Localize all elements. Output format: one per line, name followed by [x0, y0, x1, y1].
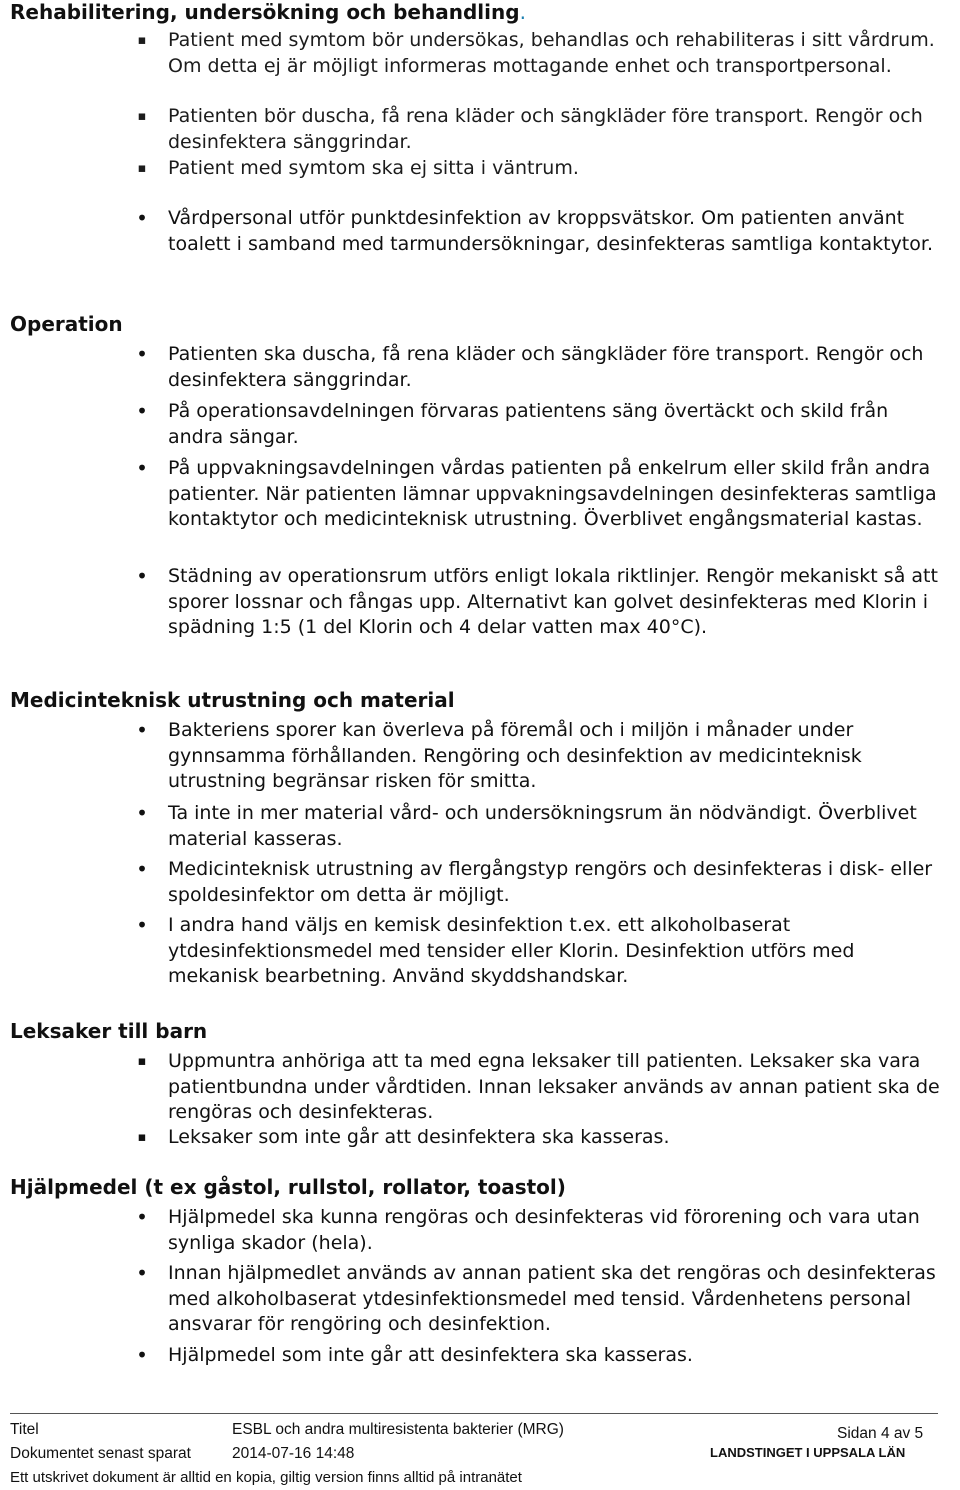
list-item-text: Vårdpersonal utför punktdesinfektion av kroppsvätskor. Om patienten använt toalett i samband med tarmundersökningar, desinfekteras samtliga kontaktytor.: [168, 207, 933, 255]
list-item-text: På uppvakningsavdelningen vårdas patienten på enkelrum eller skild från andra patienter. När patienten lämnar uppvakningsavdelningen desinfekteras samtliga kontaktytor och medicinteknisk utrustning. Överblivet engångsmaterial kastas.: [168, 457, 937, 531]
footer-title-value: ESBL och andra multiresistenta bakterier (MRG): [232, 1421, 564, 1438]
list-item-text: Patient med symtom ska ej sitta i väntrum.: [168, 157, 579, 179]
square-bullet-icon: ▪: [137, 33, 147, 48]
list-item-text: Hjälpmedel som inte går att desinfektera ska kasseras.: [168, 1344, 693, 1366]
list-item: [136, 399, 948, 450]
list-item: [136, 456, 948, 533]
list-item: [136, 206, 948, 257]
list-item-text: Städning av operationsrum utförs enligt lokala riktlinjer. Rengör mekaniskt så att sporer lossnar och fångas upp. Alternativt kan golvet desinfekteras med Klorin i spädning 1:5 (1 del Klorin och 4 delar vatten max 40°C).: [168, 565, 938, 639]
list-item: [137, 1125, 948, 1151]
dot-bullet-icon: •: [136, 564, 148, 588]
list-item-text: I andra hand väljs en kemisk desinfektion t.ex. ett alkoholbaserat ytdesinfektionsmedel med tensider eller Klorin. Desinfektion utförs med mekanisk bearbetning. Använd skyddshandskar.: [168, 914, 855, 988]
list-item-text: Patient med symtom bör undersökas, behandlas och rehabiliteras i sitt vårdrum. Om detta ej är möjligt informeras mottagande enhet och transportpersonal.: [168, 29, 935, 77]
footer-title-label: Titel: [10, 1421, 39, 1438]
heading-medicinteknisk: Medicinteknisk utrustning och material: [10, 688, 455, 712]
list-item: [136, 1205, 948, 1256]
square-bullet-icon: ▪: [137, 1130, 147, 1145]
dot-bullet-icon: •: [136, 857, 148, 881]
heading-period: .: [519, 0, 526, 24]
footer-page-number: Sidan 4 av 5: [837, 1425, 924, 1442]
list-item-text: Patienten bör duscha, få rena kläder och sängkläder före transport. Rengör och desinfektera sänggrindar.: [168, 105, 923, 153]
list-item: [137, 156, 948, 182]
list-item: [136, 1261, 948, 1338]
heading-rehabilitering: [10, 0, 526, 24]
list-item: [137, 104, 948, 155]
dot-bullet-icon: •: [136, 206, 148, 230]
heading-hjalpmedel: Hjälpmedel (t ex gåstol, rullstol, rollator, toastol): [10, 1175, 566, 1199]
square-bullet-icon: ▪: [137, 161, 147, 176]
heading-leksaker: Leksaker till barn: [10, 1019, 208, 1043]
list-item-text: Uppmuntra anhöriga att ta med egna leksaker till patienten. Leksaker ska vara patientbundna under vårdtiden. Innan leksaker används av annan patient ska de rengöras och desinfekteras.: [168, 1050, 940, 1124]
footer-saved-value: 2014-07-16 14:48: [232, 1445, 355, 1462]
dot-bullet-icon: •: [136, 456, 148, 480]
dot-bullet-icon: •: [136, 1261, 148, 1285]
footer-saved-label: Dokumentet senast sparat: [10, 1445, 191, 1462]
list-item: [137, 1049, 948, 1126]
page-footer: [10, 1413, 938, 1490]
dot-bullet-icon: •: [136, 718, 148, 742]
dot-bullet-icon: •: [136, 1205, 148, 1229]
square-bullet-icon: ▪: [137, 109, 147, 124]
list-item: [136, 1343, 948, 1369]
list-item-text: Leksaker som inte går att desinfektera ska kasseras.: [168, 1126, 670, 1148]
list-item-text: På operationsavdelningen förvaras patientens säng övertäckt och skild från andra sängar.: [168, 400, 889, 448]
list-item: [137, 28, 948, 79]
list-item-text: Patienten ska duscha, få rena kläder och sängkläder före transport. Rengör och desinfektera sänggrindar.: [168, 343, 924, 391]
dot-bullet-icon: •: [136, 913, 148, 937]
footer-disclaimer: Ett utskrivet dokument är alltid en kopia, giltig version finns alltid på intranätet: [10, 1469, 522, 1486]
list-item: [136, 342, 948, 393]
heading-rehabilitering-text: Rehabilitering, undersökning och behandling: [10, 0, 520, 24]
list-item: [136, 913, 948, 990]
dot-bullet-icon: •: [136, 1343, 148, 1367]
list-item: [136, 564, 948, 641]
list-item-text: Ta inte in mer material vård- och undersökningsrum än nödvändigt. Överblivet material kasseras.: [168, 802, 917, 850]
list-item: [136, 718, 948, 795]
heading-operation: Operation: [10, 312, 123, 336]
list-item-text: Bakteriens sporer kan överleva på föremål och i miljön i månader under gynnsamma förhållanden. Rengöring och desinfektion av medicinteknisk utrustning begränsar risken för smitta.: [168, 719, 862, 793]
list-item: [136, 857, 948, 908]
footer-organization: LANDSTINGET I UPPSALA LÄN: [710, 1445, 906, 1460]
square-bullet-icon: ▪: [137, 1054, 147, 1069]
dot-bullet-icon: •: [136, 342, 148, 366]
list-item-text: Hjälpmedel ska kunna rengöras och desinfekteras vid förorening och vara utan synliga skador (hela).: [168, 1206, 920, 1254]
list-item: [136, 801, 948, 852]
dot-bullet-icon: •: [136, 801, 148, 825]
list-item-text: Innan hjälpmedlet används av annan patient ska det rengöras och desinfekteras med alkoholbaserat ytdesinfektionsmedel med tensid. Vårdenhetens personal ansvarar för rengöring och desinfektion.: [168, 1262, 936, 1336]
dot-bullet-icon: •: [136, 399, 148, 423]
list-item-text: Medicinteknisk utrustning av flergångstyp rengörs och desinfekteras i disk- eller spoldesinfektor om detta är möjligt.: [168, 858, 933, 906]
